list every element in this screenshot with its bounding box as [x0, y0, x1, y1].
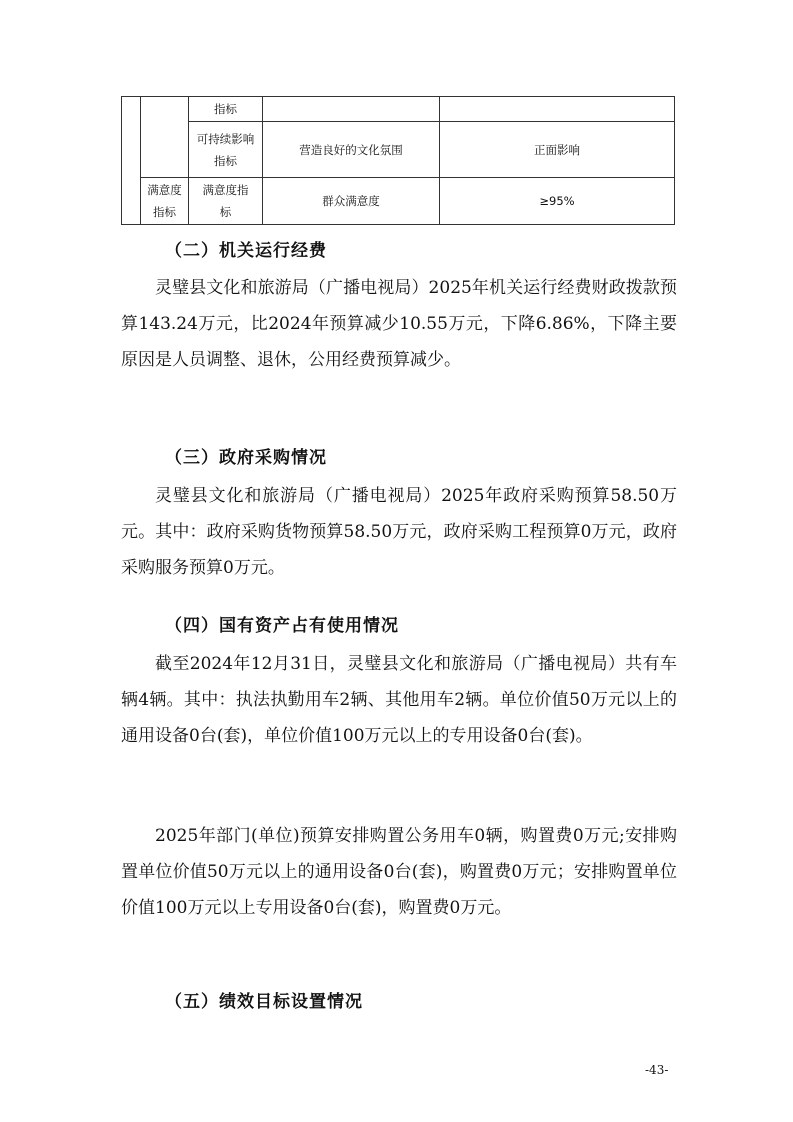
cell-line: 指标 — [153, 205, 176, 219]
cell-line: 可持续影响 — [196, 131, 255, 146]
section-heading: （四）国有资产占有使用情况 — [165, 616, 399, 636]
paragraph: 截至2024年12月31日，灵璧县文化和旅游局（广播电视局）共有车辆4辆。其中：执法执勤用车2辆、其他用车2辆。单位价值50万元以上的通用设备0台(套)，单位价值100万元以上的专用设备0台(套)。 — [121, 654, 677, 746]
section-heading: （五）绩效目标设置情况 — [165, 992, 363, 1012]
page-number: -43- — [645, 1063, 669, 1077]
table-cell — [189, 122, 263, 178]
table-cell: 群众满意度 — [263, 178, 440, 225]
paragraph: 2025年部门(单位)预算安排购置公务用车0辆，购置费0万元;安排购置单位价值50万元以上的通用设备0台(套)，购置费0万元；安排购置单位价值100万元以上专用设备0台(套)，购置费0万元。 — [121, 826, 677, 918]
cell-line: 满意度 — [147, 183, 182, 197]
section-heading: （三）政府采购情况 — [165, 448, 327, 468]
table-cell — [141, 178, 189, 225]
paragraph: 灵璧县文化和旅游局（广播电视局）2025年机关运行经费财政拨款预算143.24万元，比2024年预算减少10.55万元，下降6.86%，下降主要原因是人员调整、退休，公用经费预算减少。 — [121, 278, 677, 370]
cell-line: 标 — [219, 205, 232, 219]
table-cell — [141, 97, 189, 178]
table-cell: 正面影响 — [440, 122, 675, 178]
table-cell: 营造良好的文化氛围 — [263, 122, 440, 178]
table-row — [122, 122, 675, 178]
performance-table — [121, 96, 675, 225]
table-cell — [189, 178, 263, 225]
cell-line: 指标 — [214, 153, 237, 168]
table-cell — [440, 97, 675, 122]
table-row — [122, 178, 675, 225]
table-row — [122, 97, 675, 122]
table-cell — [263, 97, 440, 122]
paragraph: 灵璧县文化和旅游局（广播电视局）2025年政府采购预算58.50万元。其中：政府采购货物预算58.50万元，政府采购工程预算0万元，政府采购服务预算0万元。 — [121, 486, 677, 578]
cell-line: 满意度指 — [202, 183, 249, 197]
section-heading: （二）机关运行经费 — [165, 241, 327, 261]
table-cell: 指标 — [189, 97, 263, 122]
table-cell — [122, 97, 141, 225]
table-cell: ≥95% — [440, 178, 675, 225]
